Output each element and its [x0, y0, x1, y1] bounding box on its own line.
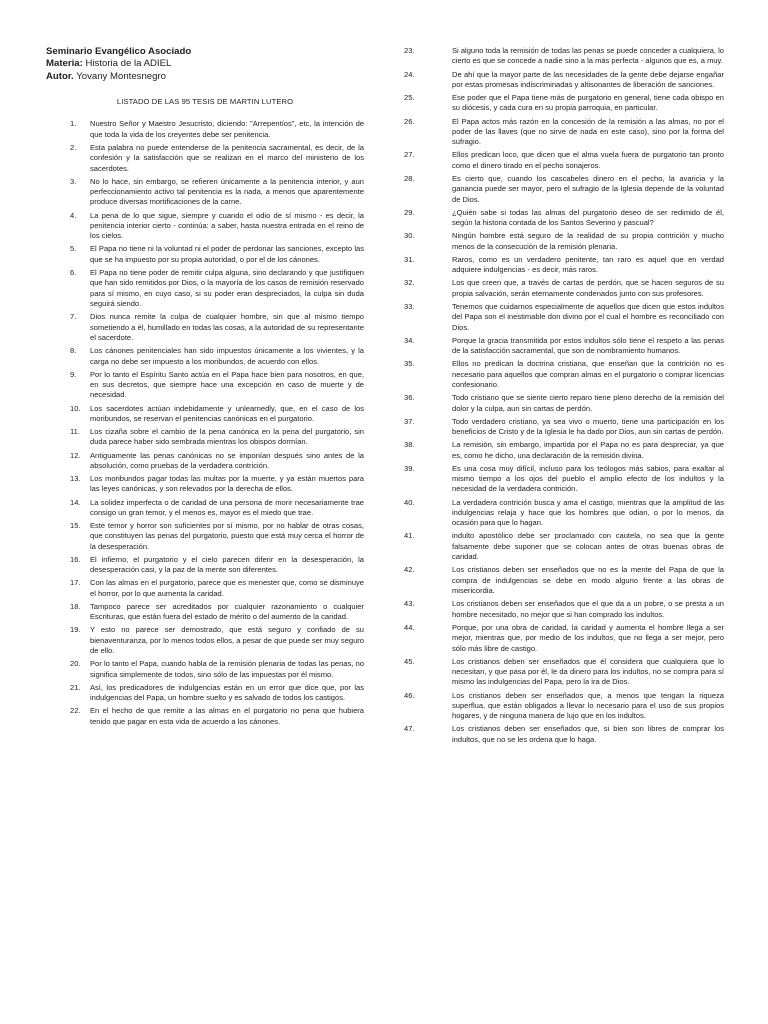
thesis-text: Antiguamente las penas canónicas no se imponían después sino antes de la absolución, como pruebas de la verdadera contrición.	[90, 450, 364, 470]
thesis-item	[46, 211, 364, 242]
thesis-number-text: 33.	[404, 301, 415, 311]
thesis-item	[46, 119, 364, 140]
thesis-number-text: 10.	[70, 403, 81, 413]
thesis-text: Porque, por una obra de caridad, la caridad y aumenta el hombre llega a ser mejor, mientras que, por medio de los indultos, que no llega a ser mejor, pero sólo más libre de castigo.	[452, 622, 724, 653]
thesis-text: Todo verdadero cristiano, ya sea vivo o muerto, tiene una participación en los beneficios de Cristo y de la Iglesia le ha dado por Dios, aun sin cartas de perdón.	[452, 416, 724, 437]
thesis-number-text: 25.	[404, 93, 415, 102]
thesis-text: Ningún hombre está seguro de la realidad de su propia contrición y mucho menos de la consecución de la remisión plenaria.	[452, 231, 724, 251]
thesis-item	[46, 268, 364, 310]
thesis-number	[404, 724, 452, 745]
thesis-text: El infierno, el purgatorio y el cielo parecen diferir en la desesperación, la desesperación casi, y la paz de la mente son diferentes.	[90, 554, 364, 575]
thesis-text: ¿Quién sabe si todas las almas del purgatorio deseo de ser redimido de él, según la historia contada de los Santos Severino y pascual?	[452, 207, 724, 228]
thesis-number	[404, 393, 452, 414]
thesis-number-text: 3.	[70, 176, 77, 186]
thesis-number-text: 34.	[404, 335, 415, 345]
thesis-item	[46, 474, 364, 495]
thesis-item	[404, 724, 724, 745]
thesis-number	[46, 370, 90, 401]
thesis-number-text: 35.	[404, 359, 415, 369]
thesis-number	[46, 498, 90, 519]
thesis-number-text: 22.	[70, 706, 81, 716]
thesis-item	[46, 404, 364, 425]
thesis-number	[404, 93, 452, 114]
thesis-item	[46, 177, 364, 208]
thesis-number-text: 19.	[70, 625, 81, 635]
thesis-number	[404, 531, 452, 562]
thesis-item	[404, 150, 724, 171]
author-line: Autor. Yovany Montesnegro	[46, 70, 167, 82]
thesis-text: Esta palabra no puede entenderse de la penitencia sacramental, es decir, de la confesión y la satisfacción que se realizan en el marco del ministerio de los sacerdotes.	[90, 142, 364, 173]
thesis-text: Tampoco parece ser acreditados por cualquier razonamiento o cualquier Escrituras, que están fuera del estado de mérito o del aumento de la caridad.	[90, 601, 364, 622]
thesis-number-text: 7.	[70, 312, 77, 322]
thesis-number-text: 16.	[70, 554, 81, 564]
thesis-number-text: 26.	[404, 116, 415, 126]
thesis-number-text: 17.	[70, 578, 81, 588]
thesis-text: La pena de lo que sigue, siempre y cuando el odio de sí mismo - es decir, la penitencia interior cierto - continúa: a saber, hasta nuestra entrada en el reino de los cielos.	[90, 210, 364, 241]
thesis-item	[46, 706, 364, 727]
thesis-text: La solidez imperfecta o de caridad de una persona de morir necesariamente trae consigo un gran temor, y el menos es, mayor es el miedo que trae.	[90, 497, 364, 517]
seminary-name: Seminario Evangélico Asociado	[46, 46, 192, 57]
thesis-number-text: 18.	[70, 601, 81, 611]
thesis-number-text: 6.	[70, 267, 77, 277]
thesis-item	[46, 659, 364, 680]
thesis-number-text: 2.	[70, 142, 77, 152]
thesis-text: Con las almas en el purgatorio, parece que es menester que, como se disminuye el horror, por lo que aumenta la caridad.	[90, 578, 364, 598]
thesis-number	[404, 46, 452, 67]
thesis-text: Dios nunca remite la culpa de cualquier hombre, sin que al mismo tiempo sometiendo a él, humillado en todas las cosas, a la autoridad de su representante el sacerdote.	[90, 312, 364, 343]
thesis-number	[46, 683, 90, 704]
thesis-number	[46, 211, 90, 242]
thesis-text: Y esto no parece ser demostrado, que está seguro y confiado de su bienaventuranza, por lo menos todos ellos, a pesar de que puede ser muy seguro de ello.	[90, 625, 364, 656]
thesis-number	[404, 498, 452, 529]
thesis-text: Los sacerdotes actúan indebidamente y unlearnedly, que, en el caso de los moribundos, se reservan el penitencias canónicas en el purgatorio.	[90, 403, 364, 423]
thesis-number-text: 9.	[70, 369, 77, 379]
thesis-number	[404, 440, 452, 461]
thesis-number	[404, 174, 452, 205]
thesis-number-text: 30.	[404, 231, 415, 241]
thesis-text: Es cierto que, cuando los cascabeles dinero en el pecho, la avaricia y la ganancia puede ser mayor, pero el sufragio de la Iglesia depende de la voluntad de Dios.	[452, 173, 724, 204]
thesis-item	[404, 565, 724, 596]
thesis-text: Este temor y horror son suficientes por sí mismo, por no hablar de otras cosas, que constituyen las penas del purgatorio, puesto que está muy cerca el horror de la desesperación.	[90, 521, 364, 551]
thesis-number-text: 24.	[404, 69, 415, 79]
thesis-text: En el hecho de que remite a las almas en el purgatorio no pena que hubiera tenido que pagar en esta vida de acuerdo a los cánones.	[90, 706, 364, 726]
thesis-item	[46, 451, 364, 472]
thesis-number	[46, 119, 90, 140]
thesis-number-text: 12.	[70, 450, 81, 460]
thesis-item	[404, 231, 724, 252]
thesis-number	[46, 602, 90, 623]
thesis-item	[404, 417, 724, 438]
thesis-number-text: 38.	[404, 440, 415, 450]
thesis-number-text: 45.	[404, 656, 415, 666]
thesis-number	[404, 565, 452, 596]
thesis-text: Los moribundos pagar todas las multas por la muerte, y ya están muertos para las leyes canónicas, y son relevados por la derecha de ellos.	[90, 474, 364, 494]
thesis-text: No lo hace, sin embargo, se refieren únicamente a la penitencia interior, y aun perfeccionamiento activo tal penitencia es la nada, a menos que aparentemente produce diversas mortificaciones de la carne.	[90, 176, 364, 207]
thesis-text: Tenemos que cuidarnos especialmente de aquellos que dicen que estos indultos del Papa son el inestimable don divino por el cual el hombre es reconciliado con Dios.	[452, 301, 724, 332]
right-column	[404, 46, 724, 748]
thesis-number-text: 20.	[70, 659, 81, 669]
thesis-number-text: 42.	[404, 565, 415, 575]
thesis-text: Si alguno toda la remisión de todas las penas se puede conceder a cualquiera, lo cierto es que se concede a nadie sino a la más perfecta - algunos que es, a muy.	[452, 46, 724, 66]
thesis-number	[46, 659, 90, 680]
thesis-number-text: 32.	[404, 278, 415, 288]
thesis-text: Los cánones penitenciales han sido impuestos únicamente a los vivientes, y la carga no debe ser impuesto a los moribundos, de acuerdo con ellos.	[90, 346, 364, 366]
thesis-number	[46, 625, 90, 656]
theses-list-right	[404, 46, 724, 745]
thesis-number-text: 41.	[404, 531, 415, 541]
thesis-number-text: 37.	[404, 416, 415, 426]
thesis-item	[46, 521, 364, 552]
thesis-text: Porque la gracia transmitida por estos indultos sólo tiene el respeto a las penas de la satisfacción sacramental, que son de nombramiento humanos.	[452, 335, 724, 356]
thesis-number	[404, 599, 452, 620]
thesis-text: Por lo tanto el Papa, cuando habla de la remisión plenaria de todas las penas, no significa simplemente de todos, sino sólo de las impuestas por él mismo.	[90, 659, 364, 679]
thesis-number-text: 29.	[404, 207, 415, 217]
thesis-number-text: 43.	[404, 599, 415, 609]
thesis-item	[46, 555, 364, 576]
thesis-text: Es una cosa muy difícil, incluso para los teólogos más sabios, para exaltar al mismo tiempo a los ojos del pueblo el amplio efecto de los indultos y la necesidad de la verdadera contrición.	[452, 463, 724, 494]
left-column	[46, 46, 364, 730]
thesis-number	[46, 268, 90, 310]
thesis-item	[46, 346, 364, 367]
thesis-number-text: 8.	[70, 346, 77, 356]
thesis-item	[46, 578, 364, 599]
thesis-number-text: 28.	[404, 173, 415, 183]
thesis-item	[404, 278, 724, 299]
thesis-number	[46, 427, 90, 448]
thesis-number-text: 47.	[404, 724, 415, 734]
thesis-number	[404, 691, 452, 722]
thesis-number-text: 11.	[70, 427, 80, 437]
thesis-item	[404, 93, 724, 114]
thesis-item	[404, 336, 724, 357]
thesis-text: El Papa no tiene ni la voluntad ni el poder de perdonar las sanciones, excepto las que se ha impuesto por su propia autoridad, o por el de los cánones.	[90, 244, 364, 264]
thesis-number	[46, 244, 90, 265]
thesis-number-text: 4.	[70, 210, 77, 220]
thesis-text: Todo cristiano que se siente cierto reparo tiene pleno derecho de la remisión del dolor y la culpa, aun sin cartas de perdón.	[452, 393, 724, 413]
theses-list-left	[46, 119, 364, 727]
thesis-number-text: 40.	[404, 497, 415, 507]
thesis-number	[46, 451, 90, 472]
thesis-number-text: 5.	[70, 244, 77, 254]
thesis-number-text: 21.	[70, 682, 81, 692]
thesis-item	[404, 117, 724, 148]
thesis-item	[404, 46, 724, 67]
thesis-number	[404, 302, 452, 333]
thesis-item	[46, 498, 364, 519]
thesis-item	[404, 531, 724, 562]
subject-line: Materia: Historia de la ADIEL	[46, 58, 172, 70]
thesis-number-text: 27.	[404, 150, 415, 160]
thesis-text: La remisión, sin embargo, impartida por el Papa no es para despreciar, ya que es, como he dicho, una declaración de la remisión divina.	[452, 440, 724, 460]
thesis-text: Los que creen que, a través de cartas de perdón, que se hacen seguros de su propia salvación, serán eternamente condenados junto con sus profesores.	[452, 278, 724, 298]
thesis-number-text: 36.	[404, 393, 415, 403]
thesis-text: Raros, como es un verdadero penitente, tan raro es aquel que en verdad adquiere indulgencias - es decir, más raros.	[452, 254, 724, 275]
thesis-item	[404, 440, 724, 461]
thesis-item	[46, 427, 364, 448]
thesis-text: Los cristianos deben ser enseñados que él considera que cualquiera que lo necesitan, y que pasa por él, le da dinero para los indultos, no se compra para sí mismo las indulgencias del Papa, pero la ira de Dios.	[452, 656, 724, 687]
thesis-item	[404, 70, 724, 91]
thesis-item	[404, 599, 724, 620]
thesis-item	[404, 623, 724, 654]
thesis-text: Los cizaña sobre el cambio de la pena canónica en la pena del purgatorio, sin duda parece haber sido sembrada mientras los obispos dormían.	[90, 427, 364, 447]
thesis-item	[404, 393, 724, 414]
thesis-number	[46, 706, 90, 727]
document-header	[46, 46, 364, 83]
thesis-number	[404, 359, 452, 390]
thesis-number-text: 39.	[404, 463, 415, 473]
thesis-number	[404, 150, 452, 171]
thesis-number	[46, 143, 90, 174]
thesis-number	[404, 464, 452, 495]
thesis-number-text: 46.	[404, 690, 415, 700]
thesis-number	[404, 417, 452, 438]
document-title: LISTADO DE LAS 95 TESIS DE MARTIN LUTERO	[116, 97, 294, 107]
thesis-number	[46, 312, 90, 343]
thesis-number	[46, 521, 90, 552]
thesis-number	[46, 404, 90, 425]
thesis-item	[404, 464, 724, 495]
thesis-text: El Papa actos más razón en la concesión de la remisión a las almas, no por el poder de las llaves (que no sirve de nada en este caso), sino por la forma del sufragio.	[452, 116, 724, 147]
thesis-number-text: 15.	[70, 521, 81, 531]
thesis-text: El Papa no tiene poder de remitir culpa alguna, sino declarando y que justifiquen que han sido remitidos por Dios, o la mayoría de los casos de remisión reservado para sí mismo, en cuyo caso, si su poder eran despreciados, la culpa sin duda seguirá siendo.	[90, 267, 364, 309]
thesis-number	[404, 255, 452, 276]
thesis-item	[404, 255, 724, 276]
thesis-number	[404, 231, 452, 252]
thesis-text: indulto apostólico debe ser proclamado con cautela, no sea que la gente falsamente debe suponer que se colocan antes de otras buenas obras de caridad.	[452, 531, 724, 562]
thesis-item	[46, 312, 364, 343]
thesis-number	[46, 474, 90, 495]
thesis-number	[46, 555, 90, 576]
thesis-item	[46, 143, 364, 174]
thesis-item	[46, 370, 364, 401]
thesis-item	[404, 498, 724, 529]
thesis-text: Nuestro Señor y Maestro Jesucristo, diciendo: "Arrepentíos", etc, la intención de que toda la vida de los creyentes debe ser penitencia.	[90, 119, 364, 139]
thesis-number	[404, 70, 452, 91]
thesis-item	[46, 625, 364, 656]
thesis-item	[404, 302, 724, 333]
thesis-text: La verdadera contrición busca y ama el castigo, mientras que la amplitud de las indulgencias relaja y hace que los hombres que odian, o por lo menos, da ocasión para que lo hagan.	[452, 497, 724, 528]
thesis-text: Los cristianos deben ser enseñados que no es la mente del Papa de que la compra de indulgencias se debe en modo alguno frente a las obras de misericordia.	[452, 565, 724, 596]
thesis-text: Ellos no predican la doctrina cristiana, que enseñan que la contrición no es necesario para aquellos que compran almas en el purgatorio o comprar licencias confesionario.	[452, 359, 724, 390]
thesis-item	[46, 683, 364, 704]
thesis-number-text: 23.	[404, 46, 415, 55]
thesis-text: Los cristianos deben ser enseñados que el que da a un pobre, o se presta a un hombre necesitado, no mejor que si han comprado los indultos.	[452, 599, 724, 619]
thesis-text: Los cristianos deben ser enseñados que, a menos que tengan la riqueza superflua, que están obligados a llevar lo necesario para el uso de sus propios hogares, y de ninguna manera de lujo que en los indultos.	[452, 690, 724, 721]
thesis-item	[404, 657, 724, 688]
thesis-item	[404, 691, 724, 722]
thesis-number-text: 31.	[404, 254, 415, 264]
thesis-text: Ellos predican loco, que dicen que el alma vuela fuera de purgatorio tan pronto como el dinero tirado en el pecho sonajeros.	[452, 150, 724, 170]
thesis-text: Por lo tanto el Espíritu Santo actúa en el Papa hace bien para nosotros, en que, en sus decretos, que siempre hace una excepción en caso de muerte y de necesidad.	[90, 369, 364, 400]
thesis-item	[404, 174, 724, 205]
thesis-text: Los cristianos deben ser enseñados que, si bien son libres de comprar los indultos, que no se les ordena que lo haga.	[452, 724, 724, 744]
thesis-item	[404, 359, 724, 390]
thesis-number	[46, 346, 90, 367]
thesis-number-text: 14.	[70, 497, 81, 507]
thesis-text: Ese poder que el Papa tiene más de purgatorio en general, tiene cada obispo en su diócesis, y cada cura en su propia parroquia, en particular.	[452, 93, 724, 113]
thesis-item	[46, 602, 364, 623]
thesis-number	[404, 657, 452, 688]
thesis-item	[404, 208, 724, 229]
thesis-number	[46, 578, 90, 599]
thesis-item	[46, 244, 364, 265]
thesis-number-text: 13.	[70, 474, 81, 484]
thesis-number	[404, 623, 452, 654]
thesis-number	[404, 336, 452, 357]
thesis-number	[46, 177, 90, 208]
thesis-number	[404, 278, 452, 299]
thesis-number-text: 1.	[70, 119, 77, 129]
thesis-number	[404, 208, 452, 229]
thesis-number	[404, 117, 452, 148]
thesis-text: De ahí que la mayor parte de las necesidades de la gente debe dejarse engañar por estas promesas indiscriminadas y altisonantes de liberación de sanciones.	[452, 69, 724, 89]
thesis-number-text: 44.	[404, 622, 415, 632]
thesis-text: Así, los predicadores de indulgencias están en un error que dice que, por las indulgencias del Papa, un hombre suelto y es salvado de todos los castigos.	[90, 682, 364, 703]
